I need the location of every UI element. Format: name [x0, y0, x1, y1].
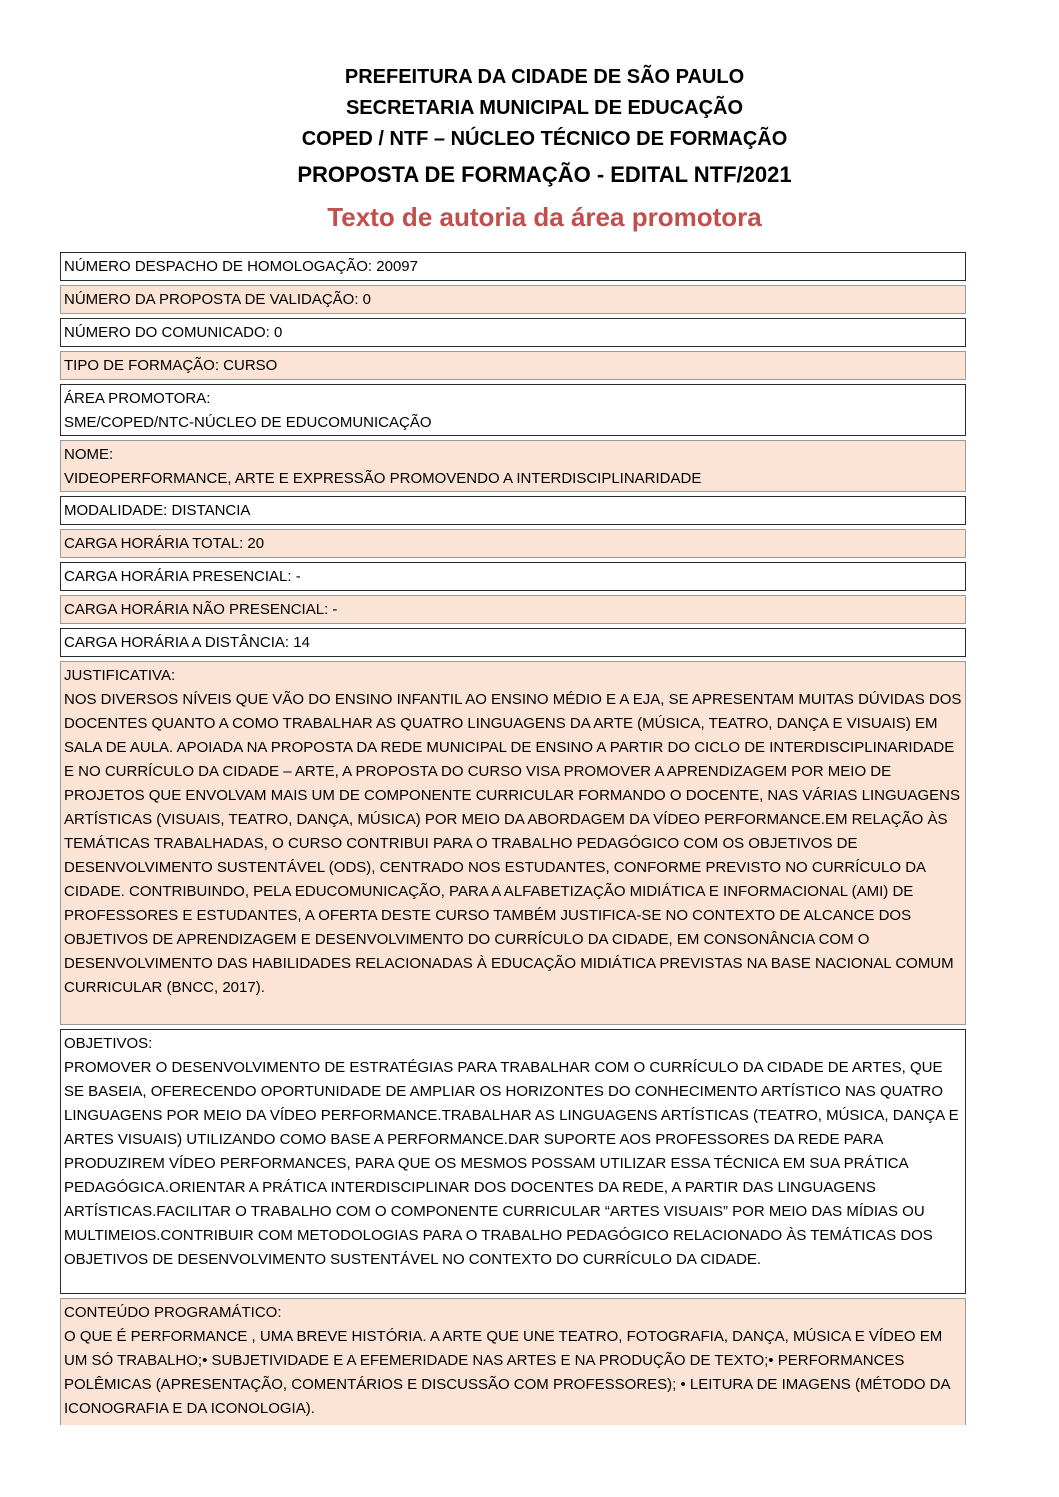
field-conteudo-label: CONTEÚDO PROGRAMÁTICO: [64, 1304, 282, 1321]
field-carga-presencial-text: CARGA HORÁRIA PRESENCIAL: - [64, 568, 301, 585]
field-tipo-text: TIPO DE FORMAÇÃO: CURSO [64, 357, 278, 374]
header-autoria: Texto de autoria da área promotora [327, 202, 762, 232]
field-carga-nao-presencial [60, 595, 966, 624]
field-carga-nao-presencial-text: CARGA HORÁRIA NÃO PRESENCIAL: - [64, 601, 338, 618]
field-nome [60, 440, 966, 492]
field-carga-distancia-text: CARGA HORÁRIA A DISTÂNCIA: 14 [64, 634, 310, 651]
field-despacho [60, 252, 966, 281]
field-tipo [60, 351, 966, 380]
field-carga-total-text: CARGA HORÁRIA TOTAL: 20 [64, 535, 265, 552]
field-modalidade-text: MODALIDADE: DISTANCIA [64, 502, 251, 519]
field-conteudo [60, 1298, 966, 1425]
field-objetivos-value: PROMOVER O DESENVOLVIMENTO DE ESTRATÉGIAS PARA TRABALHAR COM O CURRÍCULO DA CIDADE DE ARTES, QUE SE BASEIA, OFERECENDO OPORTUNIDADE DE AMPLIAR OS HORIZONTES DO CONHECIMENTO ARTÍSTICO NAS QUATRO LINGUAGENS POR MEIO DA VÍDEO PERFORMANCE.TRABALHAR AS LINGUAGENS ARTÍSTICAS (TEATRO, MÚSICA, DANÇA E ARTES VISUAIS) UTILIZANDO COMO BASE A PERFORMANCE.DAR SUPORTE AOS PROFESSORES DA REDE PARA PRODUZIREM VÍDEO PERFORMANCES, PARA QUE OS MESMOS POSSAM UTILIZAR ESSA TÉCNICA EM SUA PRÁTICA PEDAGÓGICA.ORIENTAR A PRÁTICA INTERDISCIPLINAR DOS DOCENTES DA REDE, A PARTIR DAS LINGUAGENS ARTÍSTICAS.FACILITAR O TRABALHO COM O COMPONENTE CURRICULAR “ARTES VISUAIS” POR MEIO DAS MÍDIAS OU MULTIMEIOS.CONTRIBUIR COM METODOLOGIAS PARA O TRABALHO PEDAGÓGICO RELACIONADO ÀS TEMÁTICAS DOS OBJETIVOS DE DESENVOLVIMENTO SUSTENTÁVEL NO CONTEXTO DO CURRÍCULO DA CIDADE. [64, 1059, 959, 1268]
header-prefeitura: PREFEITURA DA CIDADE DE SÃO PAULO [344, 66, 745, 88]
proposal-form [60, 252, 966, 1425]
field-validacao-text: NÚMERO DA PROPOSTA DE VALIDAÇÃO: 0 [64, 291, 372, 308]
field-area-value: SME/COPED/NTC-NÚCLEO DE EDUCOMUNICAÇÃO [64, 414, 432, 431]
field-nome-label: NOME: [64, 446, 114, 463]
field-nome-value: VIDEOPERFORMANCE, ARTE E EXPRESSÃO PROMOVENDO A INTERDISCIPLINARIDADE [64, 470, 702, 487]
field-carga-total [60, 529, 966, 558]
field-justificativa-label: JUSTIFICATIVA: [64, 667, 176, 684]
field-area-label: ÁREA PROMOTORA: [64, 390, 211, 407]
field-justificativa-value: NOS DIVERSOS NÍVEIS QUE VÃO DO ENSINO INFANTIL AO ENSINO MÉDIO E A EJA, SE APRESENTAM MUITAS DÚVIDAS DOS DOCENTES QUANTO A COMO TRABALHAR AS QUATRO LINGUAGENS DA ARTE (MÚSICA, TEATRO, DANÇA E VISUAIS) EM SALA DE AULA. APOIADA NA PROPOSTA DA REDE MUNICIPAL DE ENSINO A PARTIR DO CICLO DE INTERDISCIPLINARIDADE E NO CURRÍCULO DA CIDADE – ARTE, A PROPOSTA DO CURSO VISA PROMOVER A APRENDIZAGEM POR MEIO DE PROJETOS QUE ENVOLVAM MAIS UM DE COMPONENTE CURRICULAR FORMANDO O DOCENTE, NAS VÁRIAS LINGUAGENS ARTÍSTICAS (VISUAIS, TEATRO, DANÇA, MÚSICA) POR MEIO DA ABORDAGEM DA VÍDEO PERFORMANCE.EM RELAÇÃO ÀS TEMÁTICAS TRABALHADAS, O CURSO CONTRIBUI PARA O TRABALHO PEDAGÓGICO COM OS OBJETIVOS DE DESENVOLVIMENTO SUSTENTÁVEL (ODS), CENTRADO NOS ESTUDANTES, CONFORME PREVISTO NO CURRÍCULO DA CIDADE. CONTRIBUINDO, PELA EDUCOMUNICAÇÃO, PARA A ALFABETIZAÇÃO MIDIÁTICA E INFORMACIONAL (AMI) DE PROFESSORES E ESTUDANTES, A OFERTA DESTE CURSO TAMBÉM JUSTIFICA-SE NO CONTEXTO DE ALCANCE DOS OBJETIVOS DE APRENDIZAGEM E DESENVOLVIMENTO DO CURRÍCULO DA CIDADE, EM CONSONÂNCIA COM O DESENVOLVIMENTO DAS HABILIDADES RELACIONADAS À EDUCAÇÃO MIDIÁTICA PREVISTAS NA BASE NACIONAL COMUM CURRICULAR (BNCC, 2017). [64, 691, 962, 996]
field-carga-distancia [60, 628, 966, 657]
field-carga-presencial [60, 562, 966, 591]
field-comunicado [60, 318, 966, 347]
document-header [0, 62, 1059, 238]
field-comunicado-text: NÚMERO DO COMUNICADO: 0 [64, 324, 283, 341]
field-conteudo-value: O QUE É PERFORMANCE , UMA BREVE HISTÓRIA. A ARTE QUE UNE TEATRO, FOTOGRAFIA, DANÇA, MÚSICA E VÍDEO EM UM SÓ TRABALHO;• SUBJETIVIDADE E A EFEMERIDADE NAS ARTES E NA PRODUÇÃO DE TEXTO;• PERFORMANCES POLÊMICAS (APRESENTAÇÃO, COMENTÁRIOS E DISCUSSÃO COM PROFESSORES); • LEITURA DE IMAGENS (MÉTODO DA ICONOGRAFIA E DA ICONOLOGIA). [64, 1328, 950, 1417]
field-objetivos [60, 1029, 966, 1294]
field-validacao [60, 285, 966, 314]
header-proposta: PROPOSTA DE FORMAÇÃO - EDITAL NTF/2021 [297, 162, 792, 187]
field-objetivos-label: OBJETIVOS: [64, 1035, 153, 1052]
field-despacho-text: NÚMERO DESPACHO DE HOMOLOGAÇÃO: 20097 [64, 258, 418, 275]
field-area-promotora [60, 384, 966, 436]
header-secretaria: SECRETARIA MUNICIPAL DE EDUCAÇÃO [345, 97, 744, 119]
header-coped: COPED / NTF – NÚCLEO TÉCNICO DE FORMAÇÃO [301, 128, 788, 150]
field-justificativa [60, 661, 966, 1025]
field-modalidade [60, 496, 966, 525]
